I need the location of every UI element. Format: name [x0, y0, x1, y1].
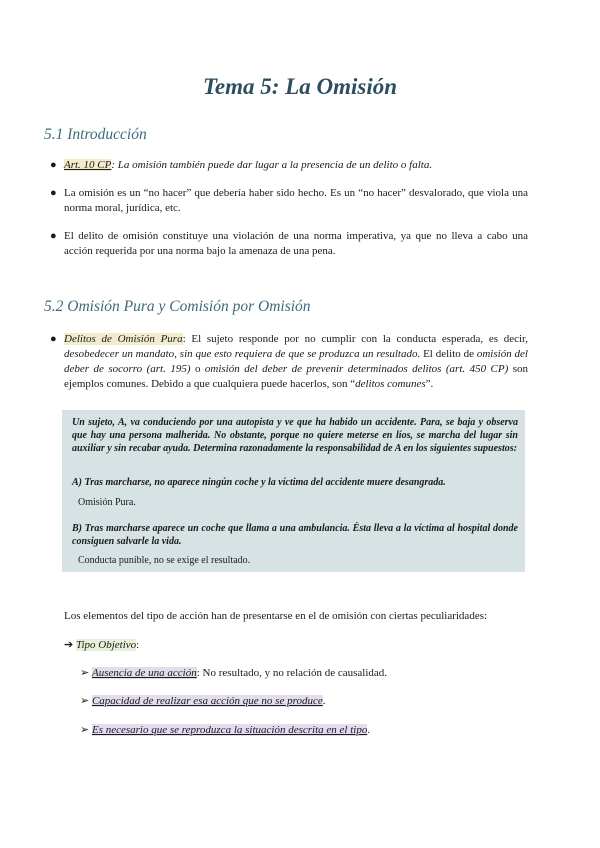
- text-run: : El sujeto responde por no cumplir con la conducta esperada, es decir,: [182, 333, 528, 345]
- exercise-question-b: B) Tras marcharse aparece un coche que llama a una ambulancia. Ésta lleva a la víctima al hospital donde consiguen salvarle la vida.: [72, 523, 518, 547]
- list-item: [50, 158, 528, 173]
- text-run: : No resultado, y no relación de causalidad.: [196, 667, 388, 679]
- text-run: .: [367, 724, 371, 736]
- section-heading-omision-pura: 5.2 Omisión Pura y Comisión por Omisión: [44, 298, 311, 315]
- chevron-right-icon: ➢: [80, 724, 90, 736]
- bullet-icon: ●: [50, 187, 57, 199]
- term-highlight: Ausencia de una acción: [91, 667, 197, 679]
- text-run: son ejemplos comunes. Debido a que cualquiera puede hacerlos, son “: [64, 363, 529, 390]
- text-run: omisión del deber de socorro (art. 195): [64, 348, 528, 375]
- term-highlight: Es necesario que se reproduzca la situación descrita en el tipo: [91, 724, 368, 736]
- list-item-text: : La omisión también puede dar lugar a la presencia de un delito o falta.: [111, 159, 433, 171]
- page-title: Tema 5: La Omisión: [202, 74, 398, 99]
- list-item: [50, 229, 528, 259]
- list-item: [50, 186, 528, 216]
- text-run: .: [322, 695, 326, 707]
- list-item: [64, 638, 139, 651]
- term-highlight: Capacidad de realizar esa acción que no se produce: [91, 695, 323, 707]
- text-run: o: [190, 363, 205, 375]
- section-heading-introduccion: 5.1 Introducción: [44, 126, 147, 143]
- article-reference: Art. 10 CP: [64, 159, 112, 171]
- bullet-icon: ●: [50, 333, 57, 345]
- bullet-icon: ●: [50, 230, 57, 242]
- text-run: omisión del deber de prevenir determinados delitos (art. 450 CP): [204, 363, 509, 375]
- chevron-right-icon: ➢: [80, 695, 90, 707]
- list-item: [50, 332, 528, 392]
- list-item-text: La omisión es un “no hacer” que debería haber sido hecho. Es un “no hacer” desvalorado, que viola una norma moral, jurídica, etc.: [64, 187, 528, 214]
- exercise-answer-a: Omisión Pura.: [78, 497, 136, 508]
- chevron-right-icon: ➢: [80, 667, 90, 679]
- sub-list-item: [80, 723, 370, 736]
- text-run: desobedecer un mandato, sin que esto requiera de que se produzca un resultado.: [64, 348, 421, 360]
- exercise-answer-b: Conducta punible, no se exige el resultado.: [78, 555, 251, 566]
- list-item-text: El delito de omisión constituye una violación de una norma imperativa, ya que no lleva a cabo una acción requerida por una norma bajo la amenaza de una pena.: [64, 230, 528, 257]
- sub-list-item: [80, 694, 325, 707]
- term-highlight: Delitos de Omisión Pura: [64, 333, 183, 345]
- term-highlight: Tipo Objetivo: [75, 639, 137, 651]
- paragraph: Los elementos del tipo de acción han de presentarse en el de omisión con ciertas peculiaridades:: [64, 610, 488, 622]
- text-run: ”.: [425, 378, 434, 390]
- sub-list-item: [80, 666, 387, 679]
- text-run: :: [136, 639, 140, 651]
- text-run: El delito de: [420, 348, 477, 360]
- exercise-prompt: Un sujeto, A, va conduciendo por una autopista y ve que ha habido un accidente. Para, se baja y observa que hay una persona malherida. No obstante, porque no quiere meterse en líos, se marcha del lugar sin auxiliar y sin recabar ayuda. Determina razonadamente la responsabilidad de A en los siguientes supuestos:: [72, 417, 518, 454]
- text-run: delitos comunes: [355, 378, 426, 390]
- exercise-box: [62, 410, 525, 572]
- bullet-icon: ●: [50, 159, 57, 171]
- exercise-question-a: A) Tras marcharse, no aparece ningún coche y la víctima del accidente muere desangrada.: [72, 477, 446, 488]
- arrow-icon: ➔: [64, 639, 74, 651]
